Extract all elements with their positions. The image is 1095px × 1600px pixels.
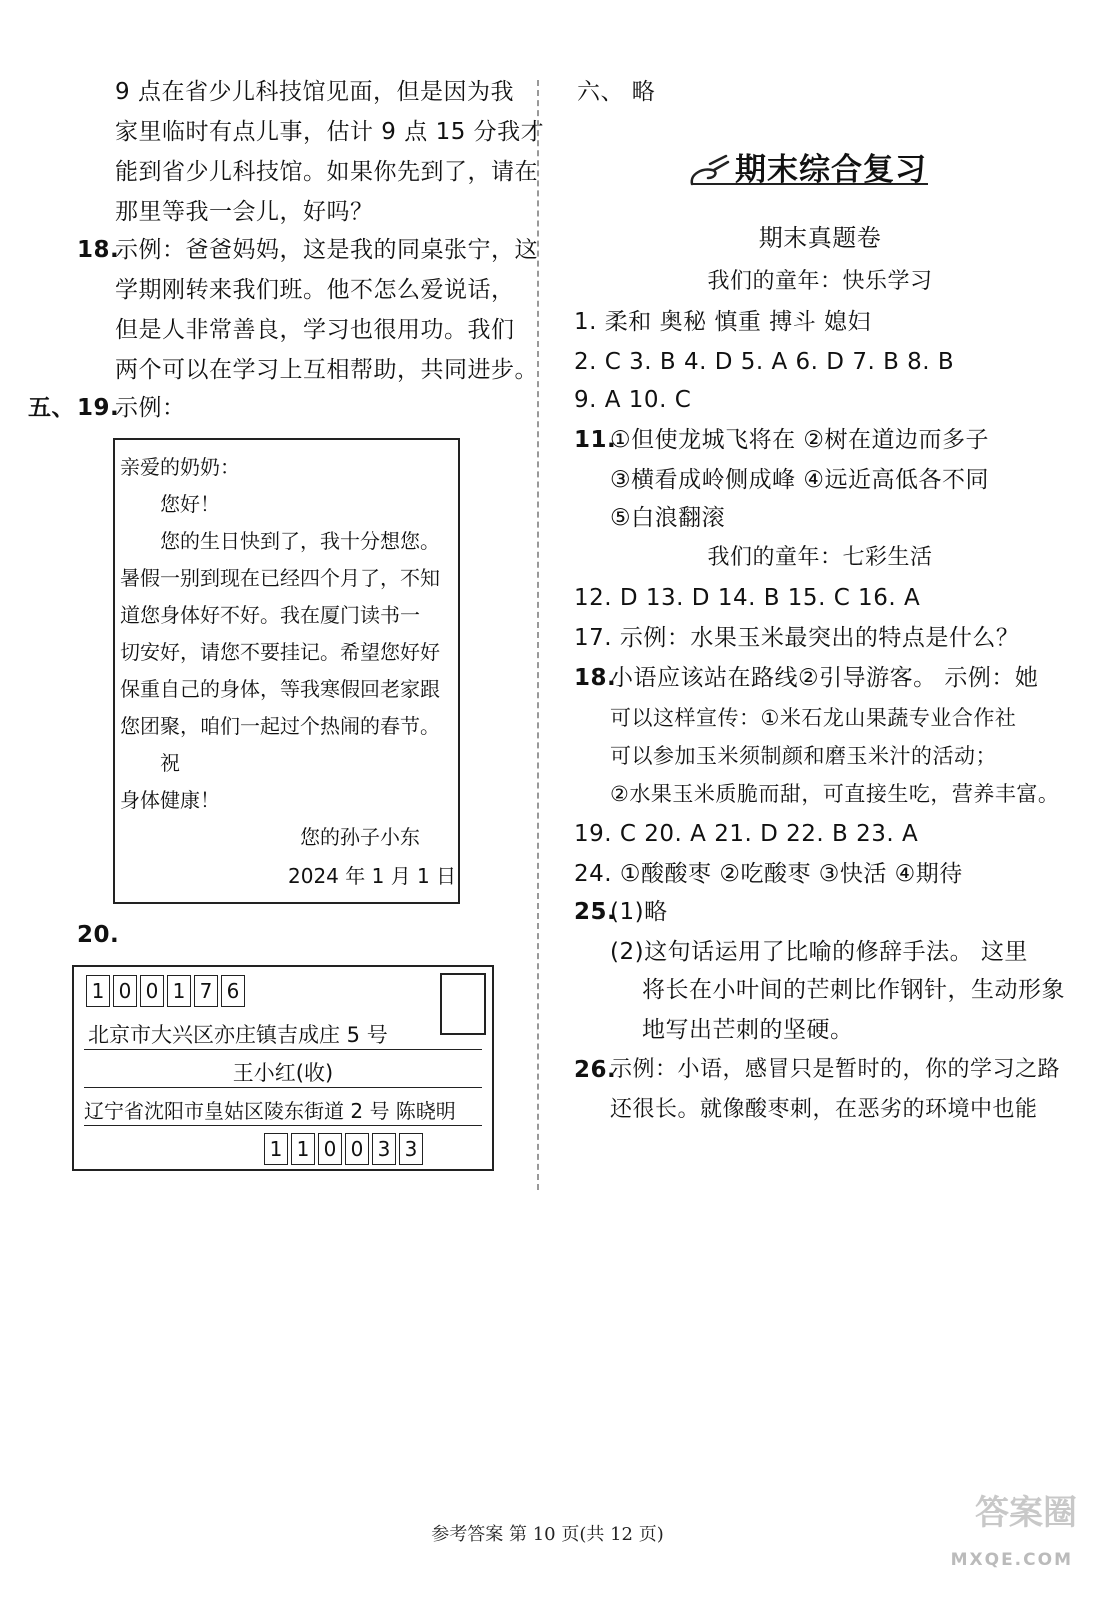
letter-salutation: 亲爱的奶奶：: [120, 455, 240, 479]
zip-digit: 0: [113, 975, 137, 1007]
zip-digit: 6: [221, 975, 245, 1007]
q18-right-line-2: 可以这样宣传：①米石龙山果蔬专业合作社: [610, 706, 1017, 730]
q26-number: 26.: [574, 1057, 617, 1083]
zip-digit: 7: [194, 975, 218, 1007]
zip-digit: 1: [264, 1133, 288, 1165]
from-address: 辽宁省沈阳市皇姑区陵东街道 2 号 陈晓明: [84, 1099, 456, 1123]
address-line: [84, 1087, 482, 1088]
q18-line-1: 示例：爸爸妈妈，这是我的同桌张宁，这: [115, 237, 538, 263]
q18-right-line-3: 可以参加玉米须制颜和磨玉米汁的活动；: [610, 744, 997, 768]
letter-body-3: 道您身体好不好。我在厦门读书一: [120, 603, 420, 627]
q2-8: 2. C 3. B 4. D 5. A 6. D 7. B 8. B: [574, 349, 955, 375]
q17-line-2: 家里临时有点儿事，估计 9 点 15 分我才: [115, 119, 545, 145]
watermark-logo: 答案圈: [975, 1493, 1077, 1533]
section-5-label: 五、: [28, 395, 75, 421]
zip-digit: 1: [86, 975, 110, 1007]
watermark-url: MXQE.COM: [950, 1550, 1073, 1570]
q26-line-2: 还很长。就像酸枣刺，在恶劣的环境中也能: [610, 1097, 1038, 1122]
letter-body-2: 暑假一别到现在已经四个月了，不知: [120, 566, 440, 590]
to-address: 北京市大兴区亦庄镇吉成庄 5 号: [88, 1023, 388, 1047]
q17-line-1: 9 点在省少儿科技馆见面，但是因为我: [115, 79, 514, 105]
q17-line-4: 那里等我一会儿，好吗？: [115, 199, 374, 225]
q19-text: 示例：: [115, 395, 186, 421]
address-line: [84, 1049, 482, 1050]
exam-title: 期末真题卷: [758, 224, 882, 252]
section-6: 六、 略: [577, 79, 656, 105]
q18-right-line-1: 小语应该站在路线②引导游客。 示例：她: [610, 665, 1039, 691]
letter-body-4: 切安好，请您不要挂记。希望您好好: [120, 640, 440, 664]
stamp-box: [440, 973, 486, 1035]
q19-23: 19. C 20. A 21. D 22. B 23. A: [574, 821, 919, 847]
column-divider: [537, 80, 539, 1190]
letter-box: [113, 438, 460, 904]
letter-wish: 身体健康！: [120, 788, 220, 812]
zip-digit: 0: [345, 1133, 369, 1165]
letter-body-1: 您的生日快到了，我十分想您。: [160, 529, 440, 553]
zip-digit: 1: [167, 975, 191, 1007]
zip-digit: 3: [372, 1133, 396, 1165]
q9-10: 9. A 10. C: [574, 387, 692, 413]
q17: 17. 示例：水果玉米最突出的特点是什么？: [574, 625, 1020, 651]
q1: 1. 柔和 奥秘 慎重 搏斗 媳妇: [574, 309, 871, 335]
letter-signature: 您的孙子小东: [300, 825, 420, 849]
from-zip-boxes: [264, 1133, 426, 1165]
q25-part-1: (1)略: [610, 899, 668, 925]
q24: 24. ①酸酸枣 ②吃酸枣 ③快活 ④期待: [574, 861, 963, 887]
q26-line-1: 示例：小语，感冒只是暂时的，你的学习之路: [610, 1057, 1061, 1082]
page-footer: 参考答案 第 10 页(共 12 页): [431, 1524, 664, 1545]
zip-digit: 0: [318, 1133, 342, 1165]
section-banner: 期末综合复习: [735, 152, 927, 188]
letter-greeting: 您好！: [160, 492, 220, 516]
unit-heading-2: 我们的童年：七彩生活: [707, 545, 933, 570]
q11-number: 11.: [574, 427, 617, 453]
q25-line-2: 地写出芒刺的坚硬。: [642, 1017, 854, 1043]
to-zip-boxes: [86, 975, 248, 1007]
zip-digit: 3: [399, 1133, 423, 1165]
q11-line-2: ③横看成岭侧成峰 ④远近高低各不同: [610, 467, 990, 493]
q18-right-line-4: ②水果玉米质脆而甜，可直接生吃，营养丰富。: [610, 782, 1060, 806]
envelope: [72, 965, 494, 1171]
q25-number: 25.: [574, 899, 617, 925]
zip-digit: 0: [140, 975, 164, 1007]
unit-heading-1: 我们的童年：快乐学习: [707, 269, 933, 294]
zip-digit: 1: [291, 1133, 315, 1165]
q25-line-1: 将长在小叶间的芒刺比作钢针，生动形象: [642, 977, 1065, 1003]
address-line: [84, 1125, 482, 1126]
letter-zhu: 祝: [160, 751, 180, 775]
letter-date: 2024 年 1 月 1 日: [288, 864, 457, 888]
recipient: 王小红(收): [232, 1061, 334, 1085]
q18-number: 18.: [77, 237, 120, 263]
q17-line-3: 能到省少儿科技馆。如果你先到了，请在: [115, 159, 538, 185]
q18-line-2: 学期刚转来我们班。他不怎么爱说话，: [115, 277, 515, 303]
q18-line-4: 两个可以在学习上互相帮助，共同进步。: [115, 357, 538, 383]
letter-body-6: 您团聚，咱们一起过个热闹的春节。: [120, 714, 440, 738]
q18-right-number: 18.: [574, 665, 617, 691]
banner-underline: [693, 183, 928, 185]
q25-part-2: (2)这句话运用了比喻的修辞手法。 这里: [610, 939, 1028, 965]
q20-number: 20.: [77, 922, 120, 948]
q18-line-3: 但是人非常善良，学习也很用功。我们: [115, 317, 515, 343]
q11-line-1: ①但使龙城飞将在 ②树在道边而多子: [610, 427, 990, 453]
q11-line-3: ⑤白浪翻滚: [610, 505, 726, 531]
q12-16: 12. D 13. D 14. B 15. C 16. A: [574, 585, 921, 611]
letter-body-5: 保重自己的身体，等我寒假回老家跟: [120, 677, 440, 701]
q19-number: 19.: [77, 395, 120, 421]
